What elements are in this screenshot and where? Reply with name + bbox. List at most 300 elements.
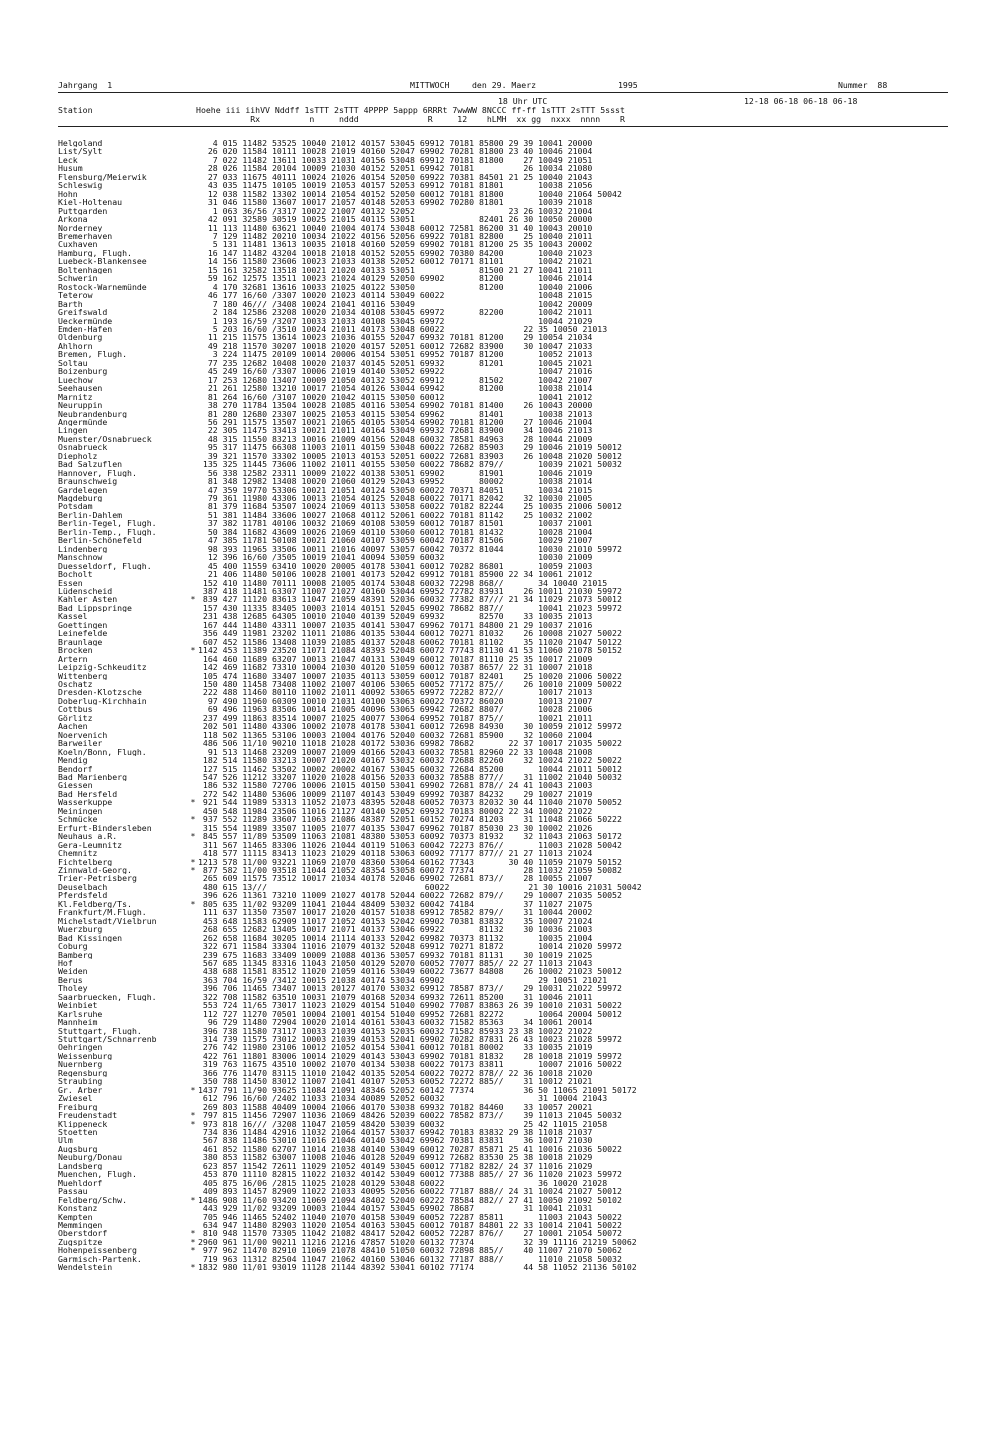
table-row <box>58 300 642 308</box>
mountain-station-marker <box>188 181 198 189</box>
observation-values: 810 948 11570 73305 11042 21082 48417 52042 60052 72287 876// 27 10001 21054 50072 <box>198 1229 622 1238</box>
table-row <box>58 781 642 789</box>
mountain-station-marker <box>188 579 198 587</box>
station-name: Weissenburg <box>58 1051 113 1061</box>
mountain-station-marker: * <box>190 1263 196 1272</box>
table-row <box>58 942 642 950</box>
table-row <box>58 376 642 384</box>
mountain-station-marker <box>188 722 198 730</box>
observation-values: 98 393 11965 33506 10011 21016 40097 53057 60042 70372 81044 10030 21010 59972 <box>198 544 622 554</box>
table-row <box>58 655 642 663</box>
table-row <box>58 1128 642 1136</box>
table-row <box>58 1246 642 1254</box>
table-row <box>58 1238 642 1246</box>
table-row <box>58 976 642 984</box>
station-name: Braunschweig <box>58 477 118 486</box>
mountain-station-marker <box>188 587 198 595</box>
station-name: Arkona <box>58 215 88 224</box>
station-name: Hohn <box>58 189 78 199</box>
table-row <box>58 1111 642 1119</box>
station-name: Teterow <box>58 291 93 300</box>
station-name: Görlitz <box>58 713 93 723</box>
observation-values: 380 853 11582 63007 11008 21046 40128 52049 69912 72682 83530 25 38 10018 21029 <box>198 1153 593 1162</box>
observation-values: 973 818 16/// /3208 11047 21059 48420 53039 60032 25 42 11015 21058 <box>198 1119 608 1129</box>
table-row <box>58 773 642 781</box>
table-row <box>58 688 642 696</box>
station-name: Freudenstadt <box>58 1111 118 1120</box>
observation-values: 202 501 11480 43306 10002 21078 40178 53041 60012 72698 84930 30 10059 21012 59972 <box>198 722 622 731</box>
mountain-station-marker <box>188 494 198 502</box>
table-row <box>58 874 642 882</box>
table-row <box>58 604 642 612</box>
mountain-station-marker <box>188 925 198 933</box>
table-row <box>58 1120 642 1128</box>
table-row <box>58 959 642 967</box>
mountain-station-marker <box>188 934 198 942</box>
observation-values: 322 671 11584 33304 11016 21079 40132 52048 69912 70271 81872 10014 21020 59972 <box>198 942 622 951</box>
mountain-station-marker <box>188 511 198 519</box>
mountain-station-marker: * <box>190 595 196 604</box>
table-row <box>58 562 642 570</box>
station-name: Augsburg <box>58 1144 98 1154</box>
mountain-station-marker <box>188 1094 198 1102</box>
mountain-station-marker <box>188 376 198 384</box>
table-row <box>58 266 642 274</box>
mountain-station-marker <box>188 612 198 620</box>
date-label: den 29. Maerz <box>472 80 537 90</box>
mountain-station-marker <box>188 688 198 696</box>
table-row <box>58 1086 642 1094</box>
observation-values: 135 325 11445 73606 11002 21011 40155 53050 60022 78682 879// 10039 21021 50032 <box>198 460 622 469</box>
mountain-station-marker: * <box>190 1195 196 1205</box>
station-name: Passau <box>58 1187 88 1196</box>
mountain-station-marker <box>188 1128 198 1136</box>
station-name: Bamberg <box>58 950 93 959</box>
observation-values: 105 474 11680 33407 10007 21035 40113 53059 60012 70187 82401 25 10020 21006 50022 <box>198 671 622 680</box>
station-name: Gera-Leumnitz <box>58 840 123 850</box>
observation-values: 49 218 11570 30207 10018 21020 40157 52051 60012 72682 83900 30 10047 21033 <box>198 341 593 351</box>
mountain-station-marker <box>188 198 198 206</box>
mountain-station-marker <box>188 291 198 299</box>
station-name: Luebeck-Blankensee <box>58 257 147 266</box>
station-name: Boltenhagen <box>58 265 113 275</box>
mountain-station-marker: * <box>190 798 196 807</box>
observation-values: 453 648 11583 62909 11017 21052 40153 52042 69902 70381 83832 35 10007 21024 <box>198 916 593 926</box>
station-name: Bad Kissingen <box>58 933 123 943</box>
table-row <box>58 173 642 181</box>
mountain-station-marker <box>188 562 198 570</box>
mountain-station-marker: * <box>190 1229 196 1238</box>
observation-values: 567 685 11345 83316 11043 21050 40129 52070 60052 77077 885// 22 27 11013 21043 <box>198 958 593 968</box>
mountain-station-marker <box>188 1077 198 1085</box>
mountain-station-marker <box>188 156 198 164</box>
mountain-station-marker <box>188 300 198 308</box>
mountain-station-marker <box>188 655 198 663</box>
table-row <box>58 494 642 502</box>
observation-values: 167 444 11480 43311 10007 21035 40141 53047 69962 70171 84800 21 29 10037 21016 <box>198 620 593 630</box>
mountain-station-marker <box>188 883 198 891</box>
observation-values: 42 091 32589 30519 10025 21015 40115 53051 82401 26 30 10050 20000 <box>198 215 593 224</box>
table-row <box>58 224 642 232</box>
station-name: Kempten <box>58 1212 93 1221</box>
observation-values: 164 460 11689 63207 10013 21047 40131 53049 60012 70187 81110 25 35 10017 21009 <box>198 654 593 664</box>
table-row <box>58 705 642 713</box>
observation-values: 461 852 11580 62707 11014 21038 40140 53049 60012 70287 85871 25 41 10016 21036 50022 <box>198 1144 622 1154</box>
mountain-station-marker <box>188 1162 198 1170</box>
station-name: Lingen <box>58 426 88 435</box>
mountain-station-marker <box>188 976 198 984</box>
table-row <box>58 190 642 198</box>
table-row <box>58 1018 642 1026</box>
observation-values: 4 170 32681 13616 10033 21025 40122 53050 81200 10040 21006 <box>198 282 593 292</box>
mountain-station-marker <box>188 325 198 333</box>
mountain-station-marker <box>188 545 198 553</box>
table-row <box>58 739 642 747</box>
table-row <box>58 274 642 282</box>
station-name: Zwiesel <box>58 1094 93 1103</box>
mountain-station-marker <box>188 410 198 418</box>
table-row <box>58 1229 642 1237</box>
table-row <box>58 519 642 527</box>
station-name: Berlin-Tegel, Flugh. <box>58 519 157 528</box>
observation-values: 1 193 16/59 /3207 10033 21033 40108 53045 69972 10044 21029 <box>198 316 593 325</box>
station-name: Zugspitze <box>58 1237 103 1247</box>
observation-values: 311 567 11465 83306 11026 21044 40119 51063 60042 72273 876// 11003 21028 50042 <box>198 840 622 850</box>
observation-values: 46 177 16/60 /3307 10020 21023 40114 53049 60022 10048 21015 <box>198 291 593 300</box>
table-row <box>58 553 642 561</box>
table-row <box>58 410 642 418</box>
observation-values: 607 452 11586 13408 11039 21085 40137 52048 60062 70181 81102 35 11020 21047 50122 <box>198 637 622 647</box>
table-row <box>58 401 642 409</box>
mountain-station-marker <box>188 224 198 232</box>
table-row <box>58 1187 642 1195</box>
observation-values: 314 739 11575 73012 10003 21039 40153 52041 69902 70282 87831 26 43 10023 21028 59972 <box>198 1035 622 1044</box>
station-name: Stoetten <box>58 1128 98 1137</box>
mountain-station-marker <box>188 967 198 975</box>
table-row <box>58 908 642 916</box>
station-name: Leipzig-Schkeuditz <box>58 663 147 672</box>
table-row <box>58 359 642 367</box>
observation-values: 1142 453 11389 23520 11071 21084 48393 52048 60072 77743 81130 41 53 11060 21078 50152 <box>198 646 622 655</box>
station-name: Goettingen <box>58 620 108 630</box>
mountain-station-marker <box>188 164 198 172</box>
observation-values: 152 410 11480 70111 10008 21005 40174 53048 60032 72298 868// 34 10040 21015 <box>198 578 608 588</box>
mountain-station-marker <box>188 367 198 375</box>
mountain-station-marker <box>188 773 198 781</box>
station-name: Feldberg/Schw. <box>58 1195 128 1205</box>
table-row <box>58 240 642 248</box>
station-name: Kahler Asten <box>58 595 118 604</box>
table-row <box>58 1094 642 1102</box>
table-row <box>58 917 642 925</box>
observation-values: 7 129 11482 20210 10034 21022 40156 52056 69922 70181 82800 25 10040 21011 <box>198 231 593 241</box>
mountain-station-marker <box>188 359 198 367</box>
table-row <box>58 156 642 164</box>
mountain-station-marker <box>188 1060 198 1068</box>
table-row <box>58 435 642 443</box>
mountain-station-marker <box>188 781 198 789</box>
mountain-station-marker <box>188 249 198 257</box>
report-header <box>58 80 948 90</box>
table-row <box>58 418 642 426</box>
table-row <box>58 181 642 189</box>
station-name: Oberstdorf <box>58 1229 108 1238</box>
mountain-station-marker <box>188 1204 198 1212</box>
station-name: Weiden <box>58 967 88 976</box>
table-row <box>58 756 642 764</box>
observation-values: 43 035 11475 10105 10019 21053 40157 52053 69912 70181 81801 10038 21056 <box>198 181 593 190</box>
mountain-station-marker <box>188 401 198 409</box>
mountain-station-marker <box>188 1043 198 1051</box>
observation-values: 1437 791 11/90 93625 11084 21091 48346 52052 60142 77374 36 50 11065 21091 50172 <box>198 1085 637 1095</box>
observation-values: 3 224 11475 20109 10014 20006 40154 53051 69952 70187 81200 10052 21013 <box>198 350 593 359</box>
table-row <box>58 147 642 155</box>
mountain-station-marker <box>188 308 198 316</box>
observation-values: 37 382 11781 40106 10032 21069 40108 53059 60012 70187 81501 10037 21001 <box>198 519 593 528</box>
station-name: Meiningen <box>58 806 103 816</box>
station-name: Husum <box>58 164 83 173</box>
station-name: Klippeneck <box>58 1119 108 1129</box>
station-name: Kassel <box>58 612 88 621</box>
station-name: Hannover, Flugh. <box>58 468 137 478</box>
mountain-station-marker <box>188 274 198 282</box>
table-row <box>58 807 642 815</box>
table-row <box>58 1069 642 1077</box>
mountain-station-marker <box>188 663 198 671</box>
observation-values: 69 496 11963 83506 10014 21005 40096 53065 69942 72682 8807/ 10028 21006 <box>198 705 593 714</box>
station-name: Deuselbach <box>58 882 108 892</box>
observation-values: 239 675 11683 33409 10009 21088 40136 53057 69932 70181 81131 30 10019 21025 <box>198 950 593 959</box>
mountain-station-marker <box>188 1103 198 1111</box>
table-row <box>58 1043 642 1051</box>
station-name: Dresden-Klotzsche <box>58 688 142 697</box>
observation-values: 81 264 16/60 /3107 10020 21042 40115 53050 60012 10041 21012 <box>198 392 593 402</box>
observation-values: 77 235 12682 10408 10020 21037 40145 52051 69932 81201 10045 21021 <box>198 358 593 368</box>
observation-values: 81 348 12982 13408 10020 21060 40129 52043 69952 80002 10038 21014 <box>198 477 593 486</box>
mountain-station-marker: * <box>190 899 196 909</box>
mountain-station-marker <box>188 418 198 426</box>
station-name: Gardelegen <box>58 485 108 495</box>
station-name: Potsdam <box>58 502 93 511</box>
station-name: List/Sylt <box>58 147 103 156</box>
observation-values: 81 379 11684 53507 10024 21069 40113 53058 60022 70182 82244 25 10035 21006 50012 <box>198 502 622 511</box>
station-name: Hof <box>58 958 73 968</box>
table-row <box>58 1170 642 1178</box>
station-name: Bendorf <box>58 764 93 773</box>
station-name: Gr. Arber <box>58 1085 103 1095</box>
observation-values: 231 438 12685 64305 10010 21040 40139 52049 69932 82570 33 10035 21013 <box>198 612 593 621</box>
station-name: Straubing <box>58 1077 103 1086</box>
station-name: Diepholz <box>58 451 98 461</box>
mountain-station-marker <box>188 824 198 832</box>
station-name: Bremerhaven <box>58 231 113 241</box>
observation-values: 322 708 11582 63510 10031 21079 40168 52034 69932 72611 85200 31 10046 21011 <box>198 992 593 1002</box>
table-row <box>58 858 642 866</box>
observation-values: 409 893 11457 82909 11022 21033 40095 52056 60022 77187 888// 24 31 10024 21027 50012 <box>198 1187 622 1196</box>
observation-values: 1 063 36/56 /3317 10022 21007 40132 52052 23 26 10032 21004 <box>198 206 593 216</box>
table-row <box>58 511 642 519</box>
station-name: Angermünde <box>58 417 108 427</box>
mountain-station-marker: * <box>190 1119 196 1129</box>
observation-values: 11 113 11480 63621 10040 21004 40174 53048 60012 72581 86200 31 40 10043 20010 <box>198 223 593 232</box>
mountain-station-marker: * <box>190 815 196 824</box>
column-codes-heading: Station Hoehe iii iihVV Nddff 1sTTT 2sTTT 4PPPP 5appp 6RRRt 7wwWW 8NCCC ff-ff 1sTTT 2sTTT 5ssst <box>58 105 625 115</box>
mountain-station-marker <box>188 502 198 510</box>
observation-values: 127 515 11462 53502 10002 20002 40167 53045 60032 72684 85200 10044 21011 50012 <box>198 764 622 773</box>
table-row <box>58 722 642 730</box>
observation-values: 634 947 11480 82903 11020 21054 40163 53045 60012 70187 84801 22 33 10014 21041 50022 <box>198 1221 622 1230</box>
station-name: Magdeburg <box>58 494 103 503</box>
station-name: Doberlug-Kirchhain <box>58 696 147 706</box>
mountain-station-marker <box>188 748 198 756</box>
table-row <box>58 1145 642 1153</box>
station-name: Chemnitz <box>58 849 98 858</box>
mountain-station-marker <box>188 756 198 764</box>
table-row <box>58 629 642 637</box>
table-row <box>58 1213 642 1221</box>
table-row <box>58 646 642 654</box>
station-name: Bocholt <box>58 570 93 579</box>
mountain-station-marker <box>188 469 198 477</box>
observation-values: 97 490 11960 60309 10010 21031 40100 53063 60022 70372 86020 10013 21007 <box>198 696 593 706</box>
table-row <box>58 951 642 959</box>
issue-number-label: Nummer 88 <box>838 80 888 90</box>
station-name: Oldenburg <box>58 333 103 342</box>
station-name: Barth <box>58 299 83 309</box>
table-row <box>58 1077 642 1085</box>
observation-values: 96 729 11480 72904 10020 21014 40161 53043 60032 71582 85363 34 10061 20014 <box>198 1018 593 1027</box>
weekday-label: MITTWOCH <box>410 80 450 90</box>
table-row <box>58 1162 642 1170</box>
table-row <box>58 333 642 341</box>
observation-values: 118 502 11365 53106 10003 21004 40176 52040 60032 72681 85900 32 10060 21004 <box>198 730 593 740</box>
observation-values: 480 615 13/// 60022 21 30 10016 21031 50042 <box>198 882 642 892</box>
mountain-station-marker: * <box>190 646 196 655</box>
observation-values: 81 280 12680 23307 10025 21053 40115 53054 69962 81401 10038 21013 <box>198 409 593 418</box>
mountain-station-marker <box>188 1018 198 1026</box>
station-name: Marnitz <box>58 392 93 402</box>
station-name: Saarbruecken, Flugh. <box>58 992 157 1002</box>
table-row <box>58 452 642 460</box>
table-row <box>58 443 642 451</box>
mountain-station-marker <box>188 1170 198 1178</box>
table-row <box>58 207 642 215</box>
observation-values: 186 532 11580 72706 10006 21015 40150 53041 69902 72681 878// 24 41 10043 21003 <box>198 781 593 790</box>
station-name: Mendig <box>58 756 88 765</box>
mountain-station-marker <box>188 519 198 527</box>
station-observations-table <box>58 139 642 1272</box>
table-row <box>58 731 642 739</box>
observation-values: 438 688 11581 83512 11020 21059 40116 53049 60022 73677 84808 26 10002 21023 50012 <box>198 967 622 976</box>
station-name: Cuxhaven <box>58 240 98 249</box>
station-name: Bad Lippspringe <box>58 603 132 613</box>
mountain-station-marker: * <box>190 1085 196 1095</box>
station-name: Schmücke <box>58 815 98 824</box>
column-heading-rule <box>58 126 948 127</box>
table-row <box>58 1204 642 1212</box>
table-row <box>58 984 642 992</box>
observation-values: 157 430 11335 83405 10003 21014 40151 52045 69902 78682 887// 10041 21023 59972 <box>198 603 622 613</box>
observation-values: 2960 961 11/00 90211 11216 21216 47857 51020 60132 77374 32 39 11116 21219 50062 <box>198 1237 637 1247</box>
mountain-station-marker <box>188 765 198 773</box>
observation-values: 272 542 11480 53606 10009 21107 40143 53049 69992 70387 84232 29 10027 21019 <box>198 789 593 799</box>
table-row <box>58 536 642 544</box>
station-name: Wasserkuppe <box>58 798 113 807</box>
station-name: Nuernberg <box>58 1060 103 1069</box>
station-name: Fichtelberg <box>58 857 113 866</box>
mountain-station-marker <box>188 342 198 350</box>
table-row <box>58 1035 642 1043</box>
mountain-station-marker <box>188 266 198 274</box>
station-name: Duesseldorf, Flugh. <box>58 561 152 571</box>
observation-values: 396 626 11361 73210 11009 21027 40178 52044 60022 72682 879// 29 10007 21035 50052 <box>198 891 622 900</box>
observation-values: 921 544 11989 53313 11052 21073 48395 52048 60052 70373 82032 30 44 11040 21070 50052 <box>198 798 622 807</box>
table-row <box>58 350 642 358</box>
table-row <box>58 1060 642 1068</box>
observation-values: 366 776 11470 83115 11010 21042 40135 52054 60022 70272 878// 22 36 10018 21020 <box>198 1068 593 1078</box>
mountain-station-marker: * <box>190 1246 196 1255</box>
station-name: Neuruppin <box>58 401 103 410</box>
mountain-station-marker <box>188 1035 198 1043</box>
station-name: Aachen <box>58 722 88 731</box>
mountain-station-marker <box>188 739 198 747</box>
station-name: Coburg <box>58 942 88 951</box>
observation-values: 422 761 11801 83006 10014 21029 40143 53043 69902 70181 81832 28 10018 21019 59972 <box>198 1051 622 1061</box>
observation-values: 450 548 11984 23506 11016 21127 40140 52052 69932 70183 80002 22 34 10002 21022 <box>198 806 593 816</box>
observation-values: 1832 980 11/01 93019 11128 21144 48392 53041 60102 77174 44 58 11052 21136 50102 <box>198 1263 637 1272</box>
observation-values: 734 836 11484 42916 11032 21064 40157 53037 69942 70183 83832 29 38 11018 21037 <box>198 1128 593 1137</box>
station-name: Lüdenscheid <box>58 587 113 596</box>
mountain-station-marker <box>188 139 198 147</box>
utc-time-heading: 18 Uhr UTC <box>498 96 548 106</box>
observation-values: 27 033 11675 40111 10024 21026 40154 52050 69922 70381 84501 21 25 10040 21043 <box>198 172 593 182</box>
mountain-station-marker <box>188 959 198 967</box>
mountain-station-marker <box>188 460 198 468</box>
table-row <box>58 765 642 773</box>
station-name: Muenster/Osnabrueck <box>58 434 152 444</box>
table-row <box>58 891 642 899</box>
station-name: Erfurt-Bindersleben <box>58 823 152 833</box>
mountain-station-marker <box>188 697 198 705</box>
table-row <box>58 1221 642 1229</box>
observation-values: 12 396 16/60 /3505 10019 21041 40094 53059 60032 10030 21009 <box>198 553 593 562</box>
observation-values: 262 658 11684 30205 10014 21114 40133 52042 69982 70373 81132 10035 21004 <box>198 933 593 943</box>
station-name: Oehringen <box>58 1043 103 1052</box>
mountain-station-marker: * <box>190 1111 196 1120</box>
table-row <box>58 283 642 291</box>
observation-values: 95 317 11475 66308 11003 21011 40159 53048 60022 72682 85903 29 10046 21019 50012 <box>198 443 622 452</box>
station-name: Bad Marienberg <box>58 772 128 782</box>
station-name: Memmingen <box>58 1221 103 1230</box>
station-name: Hamburg, Flugh. <box>58 248 132 258</box>
mountain-station-marker <box>188 680 198 688</box>
mountain-station-marker <box>188 477 198 485</box>
station-name: Weinbiet <box>58 1001 98 1010</box>
mountain-station-marker <box>188 1069 198 1077</box>
mountain-station-marker <box>188 629 198 637</box>
table-row <box>58 342 642 350</box>
table-row <box>58 993 642 1001</box>
observation-values: 111 637 11350 73507 10017 21020 40157 51038 69912 78582 879// 31 10044 20002 <box>198 908 593 917</box>
mountain-station-marker <box>188 604 198 612</box>
mountain-station-marker <box>188 147 198 155</box>
table-row <box>58 460 642 468</box>
station-name: Luechow <box>58 375 93 385</box>
mountain-station-marker <box>188 1187 198 1195</box>
observation-values: 56 291 11575 13507 10021 21065 40105 53054 69902 70181 81200 27 10046 21004 <box>198 417 593 427</box>
station-name: Puttgarden <box>58 206 108 216</box>
station-name: Boizenburg <box>58 367 108 376</box>
